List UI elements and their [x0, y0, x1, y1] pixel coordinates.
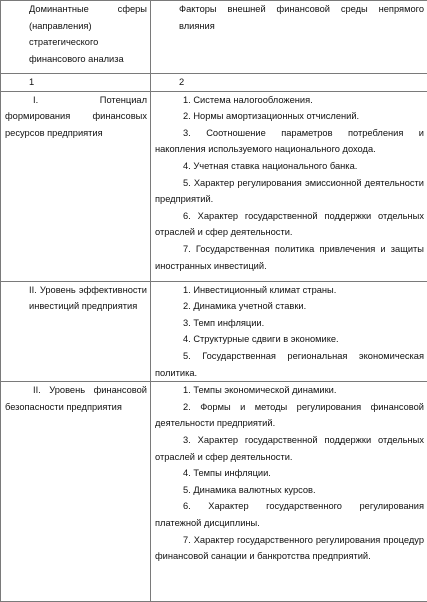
- list-item: 1. Инвестиционный климат страны.: [155, 282, 424, 299]
- numbering-cell-left: [1, 74, 151, 92]
- table-row: [1, 382, 427, 602]
- list-item: 4. Структурные сдвиги в экономике.: [155, 331, 424, 348]
- table-row: [1, 281, 427, 382]
- list-item: 3. Соотношение параметров потребления и накопления используемого национального дохода.: [155, 125, 424, 158]
- list-item: 7. Характер государственного регулирования процедур финансовой санации и банкротства предприятий.: [155, 532, 424, 565]
- list-item: 2. Динамика учетной ставки.: [155, 298, 424, 315]
- list-item: 5. Государственная региональная экономическая политика.: [155, 348, 424, 381]
- list-item: 7. Государственная политика привлечения и защиты иностранных инвестиций.: [155, 241, 424, 274]
- table-row: [1, 91, 427, 281]
- list-item: 4. Темпы инфляции.: [155, 465, 424, 482]
- numbering-cell-right: [151, 74, 427, 92]
- row-items-cell: [151, 281, 427, 382]
- header-cell-left: Доминантные сферы (направления) стратегического финансового анализа: [1, 1, 151, 74]
- row-label-cell: II. Уровень эффективности инвестиций предприятия: [1, 281, 151, 382]
- row-label-cell: II. Уровень финансовой безопасности предприятия: [1, 382, 151, 602]
- list-item: 1. Темпы экономической динамики.: [155, 382, 424, 399]
- list-item: 2. Формы и методы регулирования финансовой деятельности предприятий.: [155, 399, 424, 432]
- list-item: 6. Характер государственного регулирования платежной дисциплины.: [155, 498, 424, 531]
- row-items-cell: [151, 91, 427, 281]
- row-label-cell: I. Потенциал формирования финансовых ресурсов предприятия: [1, 91, 151, 281]
- list-item: 2. Нормы амортизационных отчислений.: [155, 108, 424, 125]
- list-item: 3. Характер государственной поддержки отдельных отраслей и сфер деятельности.: [155, 432, 424, 465]
- list-item: 6. Характер государственной поддержки отдельных отраслей и сфер деятельности.: [155, 208, 424, 241]
- table-header-row: [1, 1, 427, 74]
- list-item: 1. Система налогообложения.: [155, 92, 424, 109]
- row-items-cell: [151, 382, 427, 602]
- list-item: 3. Темп инфляции.: [155, 315, 424, 332]
- list-item: 5. Динамика валютных курсов.: [155, 482, 424, 499]
- numbering-right: 2: [179, 77, 184, 87]
- list-item: 5. Характер регулирования эмиссионной деятельности предприятий.: [155, 175, 424, 208]
- header-cell-right: Факторы внешней финансовой среды непрямого влияния: [151, 1, 427, 74]
- list-item: 4. Учетная ставка национального банка.: [155, 158, 424, 175]
- table-numbering-row: [1, 74, 427, 92]
- numbering-left: 1: [29, 77, 34, 87]
